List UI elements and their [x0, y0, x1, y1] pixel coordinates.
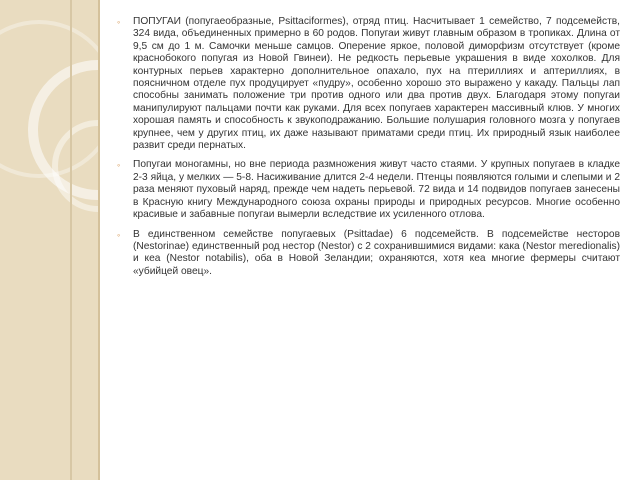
list-item — [115, 159, 620, 221]
bullet-icon: ◦ — [117, 17, 121, 27]
paragraph-text: Попугаи моногамны, но вне периода размножения живут часто стаями. У крупных попугаев в кладке 2-3 яйца, у мелких — 5-8. Насиживание длится 2-4 недели. Птенцы появляются голыми и слепыми и 2 раза меняют пуховый наряд, прежде чем надеть перьевой. 72 вида и 14 подвидов попугаев занесены в Красную книгу Международного союза охраны природы и природных ресурсов. Многие особенно красивые и забавные попугаи вымерли вследствие их усиленного отлова. — [133, 159, 620, 221]
band-stripe — [70, 0, 72, 480]
decorative-side-band — [0, 0, 100, 480]
slide-body — [115, 16, 620, 285]
list-item — [115, 16, 620, 152]
list-item — [115, 229, 620, 279]
band-stripe — [98, 0, 100, 480]
paragraph-text: ПОПУГАИ (попугаеобразные, Psittaciformes), отряд птиц. Насчитывает 1 семейство, 7 подсемейств, 324 вида, объединенных примерно в 60 родов. Попугаи живут главным образом в тропиках. Длина от 9,5 см до 1 м. Самочки меньше самцов. Оперение яркое, половой диморфизм отсутствует (кроме краснобокого попугая из Новой Гвинеи). Не редкость перьевые украшения в виде хохолков. Для контурных перьев характерно дополнительное опахало, пух на птериллиях и аптериллиях, в поясничном отделе пух продуцирует «пудру», особенно хорошо это выражено у какаду. Пальцы лап способны занимать положение три против одного или два против двух. Благодаря этому попугаи манипулируют пальцами почти как руками. Для всех попугаев характерен массивный клюв. У многих хорошая память и способность к звукоподражанию. Большие полушария головного мозга у попугаев крупнее, чем у других птиц, их даже называют приматами среди птиц. Их природный язык наиболее развит среди пернатых. — [133, 16, 620, 152]
bullet-icon: ◦ — [117, 229, 121, 240]
paragraph-text: В единственном семействе попугаевых (Psittadae) 6 подсемейств. В подсемействе несторов (Nestorinae) единственный род нестор (Nestor) с 2 сохранившимися видами: кака (Nestor meredionalis) и кеа (Nestor notabilis), оба в Новой Зеландии; охраняются, хотя кеа многие фермеры считают «убийцей овец». — [133, 228, 620, 277]
bullet-icon: ◦ — [117, 160, 121, 171]
bullet-list — [115, 16, 620, 278]
